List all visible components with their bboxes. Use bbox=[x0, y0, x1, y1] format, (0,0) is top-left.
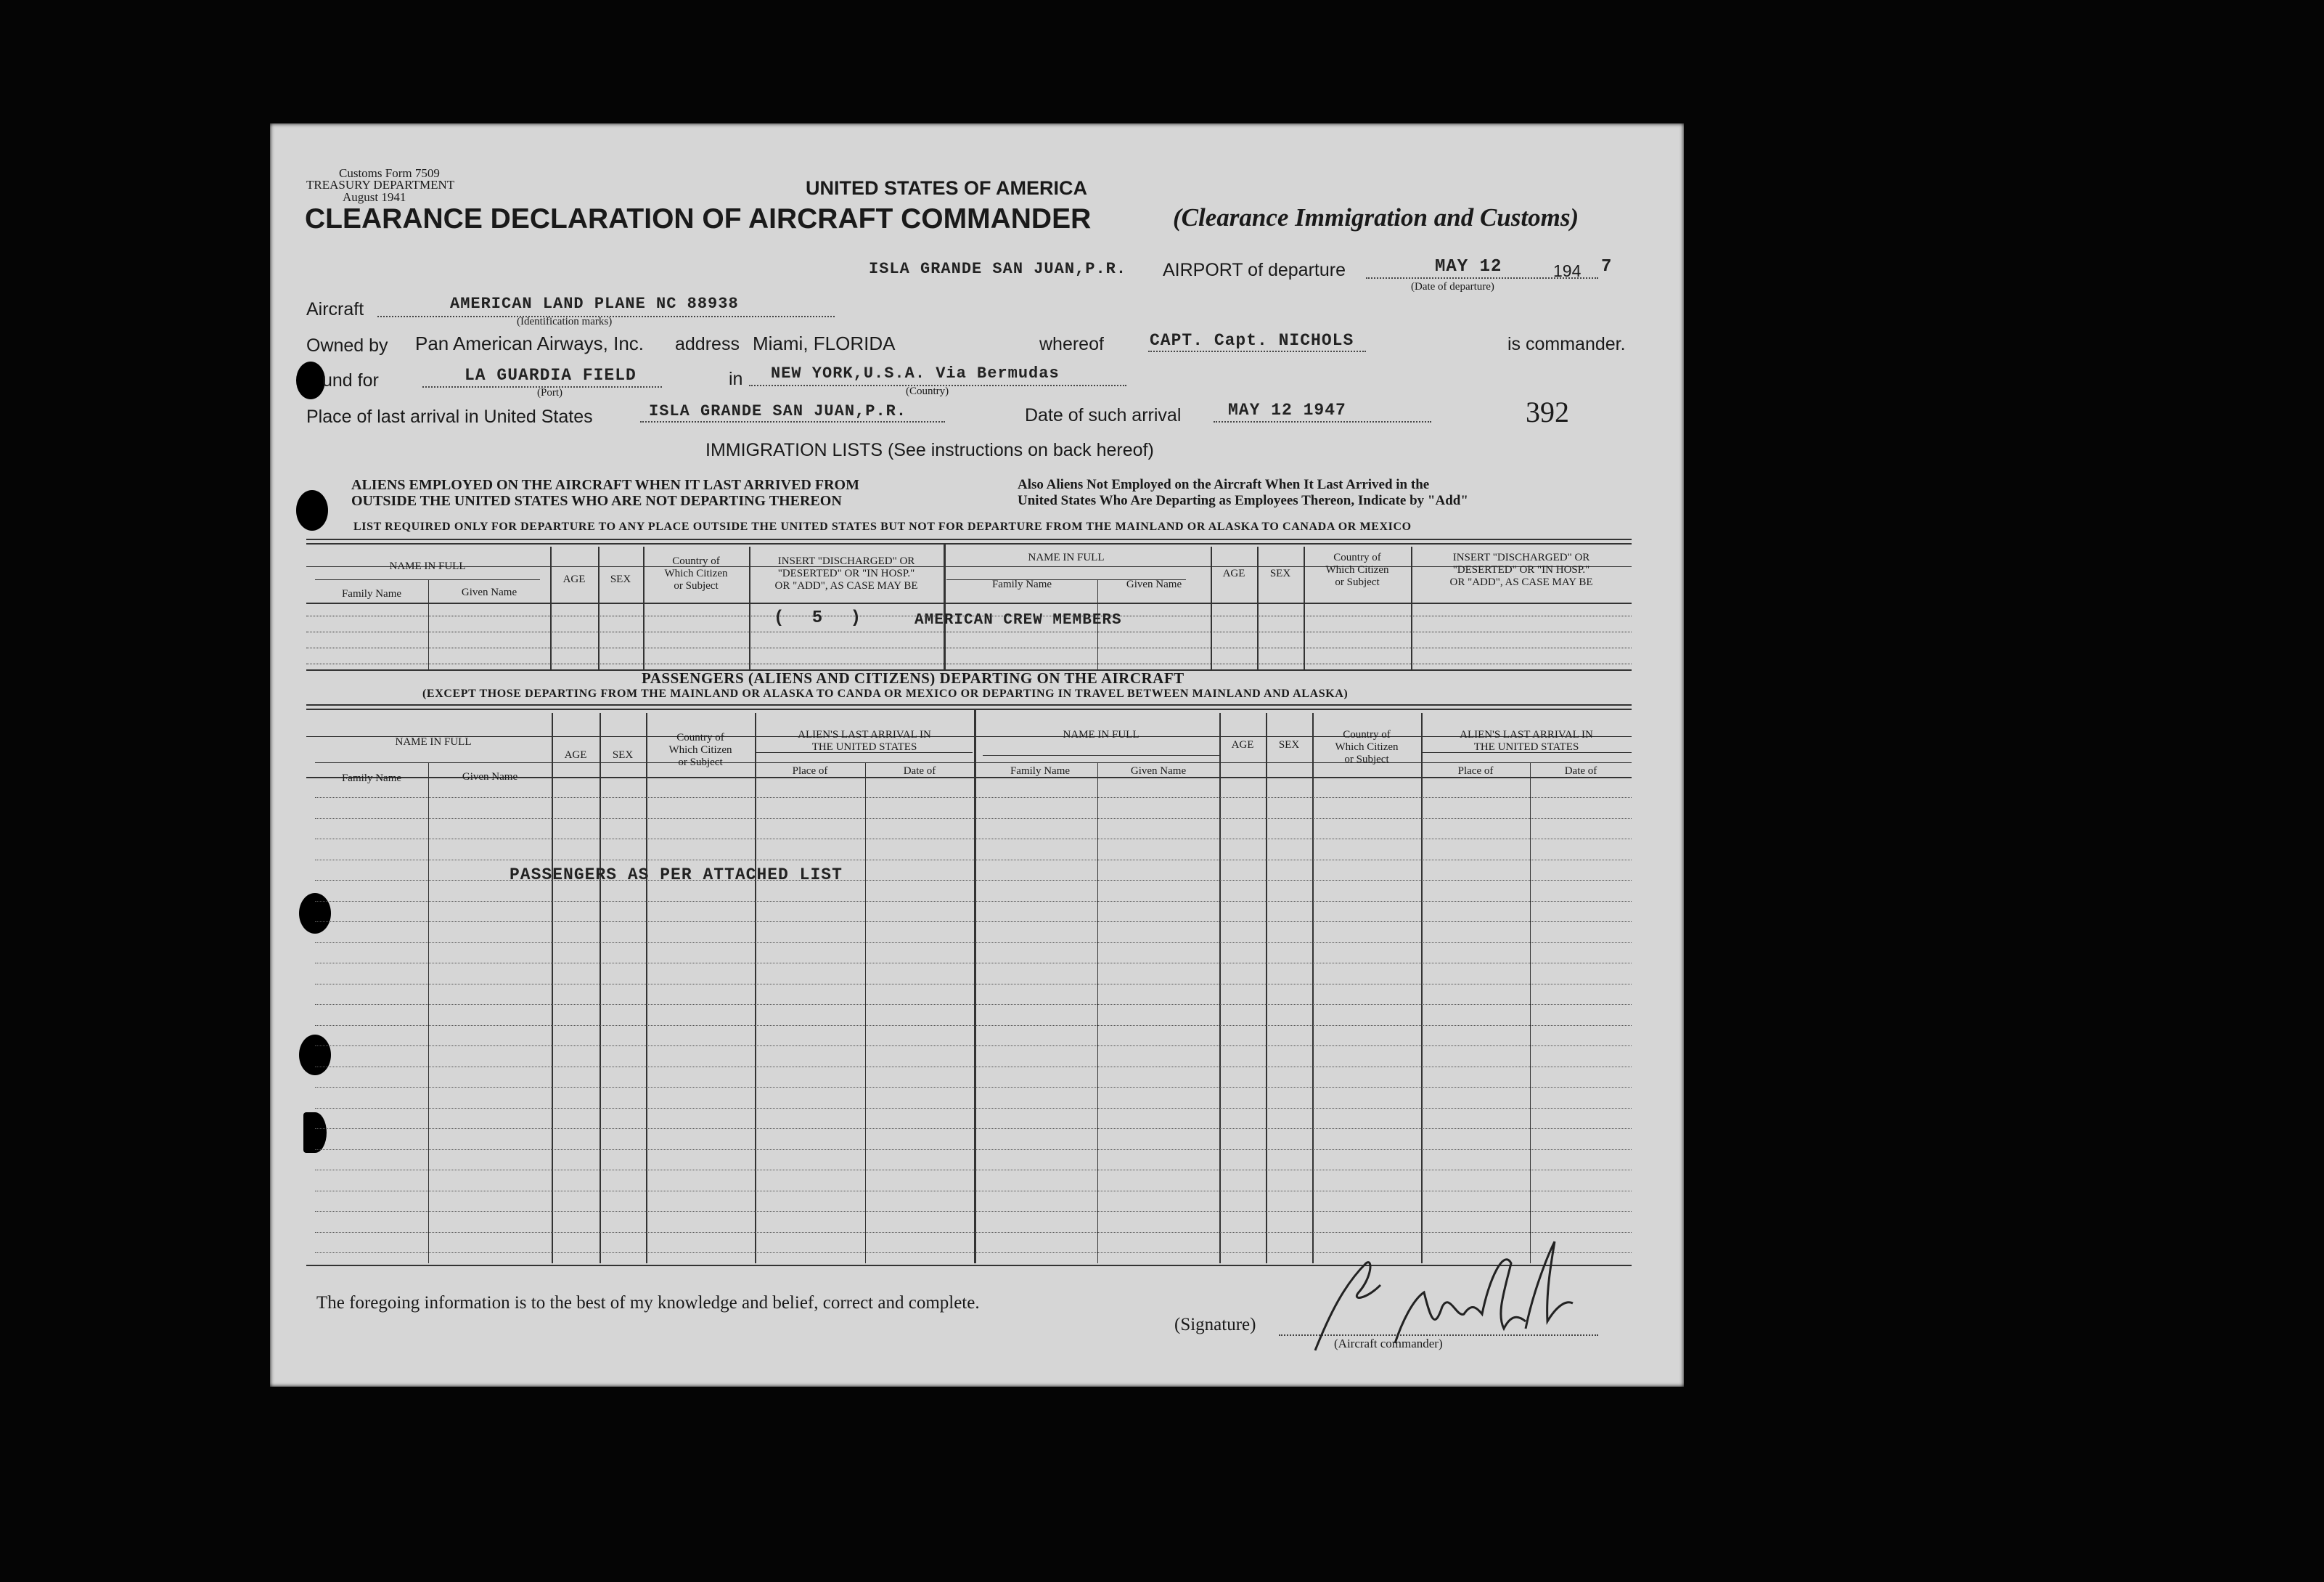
form-title: CLEARANCE DECLARATION OF AIRCRAFT COMMANDER bbox=[305, 203, 1092, 235]
crew-entry: AMERICAN CREW MEMBERS bbox=[915, 612, 1122, 629]
clearance-declaration-form bbox=[270, 123, 1684, 1387]
last-arrival-date-line bbox=[1214, 421, 1431, 423]
rule bbox=[1266, 713, 1267, 1263]
bound-port-caption: (Port) bbox=[537, 387, 562, 399]
imm-given-header-right: Given Name bbox=[1126, 579, 1182, 590]
rule bbox=[646, 713, 647, 1263]
pass-place-header: Place of bbox=[792, 765, 828, 777]
rule bbox=[306, 603, 1632, 604]
pass-family-header-right: Family Name bbox=[1010, 765, 1071, 777]
pass-name-header: NAME IN FULL bbox=[395, 736, 472, 748]
imm-name-header-right: NAME IN FULL bbox=[1028, 552, 1105, 563]
rule bbox=[315, 762, 1632, 763]
pass-country-header-3: or Subject bbox=[678, 757, 723, 768]
last-arrival-date-value: MAY 12 1947 bbox=[1228, 401, 1346, 420]
pass-country-header-right-2: Which Citizen bbox=[1335, 741, 1399, 753]
departure-year-suffix: 7 bbox=[1601, 257, 1613, 277]
crew-count: ( 5 ) bbox=[774, 608, 870, 628]
aircraft-caption: (Identification marks) bbox=[517, 316, 613, 327]
immigration-left-note-1: ALIENS EMPLOYED ON THE AIRCRAFT WHEN IT LAST ARRIVED FROM bbox=[351, 477, 859, 493]
owner-address-value: Miami, FLORIDA bbox=[753, 333, 896, 354]
rule bbox=[598, 547, 600, 669]
last-arrival-line bbox=[640, 421, 945, 423]
punch-hole bbox=[299, 1035, 331, 1075]
pass-arrival-header-right-2: THE UNITED STATES bbox=[1473, 741, 1579, 753]
imm-country-header-right-2: Which Citizen bbox=[1325, 564, 1389, 576]
pass-given-header-right: Given Name bbox=[1130, 765, 1187, 777]
imm-given-header: Given Name bbox=[461, 587, 517, 598]
imm-name-header: NAME IN FULL bbox=[389, 560, 466, 572]
passenger-row-rule bbox=[315, 1232, 1632, 1233]
imm-insert-header-right-3: OR "ADD", AS CASE MAY BE bbox=[1449, 576, 1593, 588]
last-arrival-date-label: Date of such arrival bbox=[1025, 405, 1182, 425]
imm-country-header-right-1: Country of bbox=[1333, 552, 1381, 563]
passenger-row-rule bbox=[315, 1045, 1632, 1046]
departure-date-value: MAY 12 bbox=[1435, 257, 1502, 277]
passenger-row-rule bbox=[315, 921, 1632, 922]
bound-country-caption: (Country) bbox=[906, 386, 949, 397]
signature-label: (Signature) bbox=[1174, 1315, 1256, 1334]
rule bbox=[315, 579, 540, 580]
passenger-row-rule bbox=[315, 1128, 1632, 1129]
passengers-heading: PASSENGERS (ALIENS AND CITIZENS) DEPARTING ON THE AIRCRAFT bbox=[642, 669, 1184, 687]
imm-insert-header-right-2: "DESERTED" OR "IN HOSP." bbox=[1452, 564, 1590, 576]
footer-statement: The foregoing information is to the best of my knowledge and belief, correct and complete. bbox=[316, 1293, 980, 1313]
rule bbox=[865, 762, 866, 1263]
last-arrival-number: 392 bbox=[1526, 396, 1569, 428]
immigration-left-note-2: OUTSIDE THE UNITED STATES WHO ARE NOT DEPARTING THEREON bbox=[351, 493, 842, 509]
rule bbox=[428, 762, 429, 1263]
passenger-row-rule bbox=[315, 901, 1632, 902]
imm-age-header: AGE bbox=[562, 574, 586, 585]
signature-caption: (Aircraft commander) bbox=[1334, 1337, 1443, 1350]
rule bbox=[755, 713, 756, 1263]
rule bbox=[944, 543, 946, 669]
rule bbox=[600, 713, 601, 1263]
rule bbox=[974, 709, 976, 1263]
aircraft-label: Aircraft bbox=[306, 299, 364, 319]
owner-label: Owned by bbox=[306, 335, 388, 356]
punch-hole bbox=[303, 1112, 327, 1153]
rule bbox=[306, 539, 1632, 540]
immigration-right-note-2: United States Who Are Departing as Employees Thereon, Indicate by "Add" bbox=[1018, 493, 1468, 508]
bound-in-label: in bbox=[729, 369, 743, 389]
passenger-row-rule bbox=[315, 942, 1632, 943]
pass-sex-header: SEX bbox=[612, 749, 634, 761]
passenger-row-rule bbox=[315, 797, 1632, 798]
imm-country-header-right-3: or Subject bbox=[1335, 576, 1380, 588]
rule bbox=[306, 543, 1632, 545]
imm-insert-header-3: OR "ADD", AS CASE MAY BE bbox=[774, 580, 918, 592]
last-arrival-label: Place of last arrival in United States bbox=[306, 407, 593, 427]
passenger-row-rule bbox=[315, 1211, 1632, 1212]
imm-family-header: Family Name bbox=[341, 588, 402, 600]
departure-airport-label: AIRPORT of departure bbox=[1163, 260, 1346, 280]
departure-airport-value: ISLA GRANDE SAN JUAN,P.R. bbox=[869, 260, 1127, 278]
imm-age-header-right: AGE bbox=[1222, 568, 1245, 579]
bound-country-value: NEW YORK,U.S.A. Via Bermudas bbox=[771, 364, 1060, 383]
owner-commander-label: is commander. bbox=[1507, 334, 1626, 354]
pass-given-header: Given Name bbox=[462, 771, 518, 783]
pass-arrival-header-right-1: ALIEN'S LAST ARRIVAL IN bbox=[1460, 729, 1593, 741]
owner-address-label: address bbox=[675, 334, 740, 354]
form-date: August 1941 bbox=[343, 190, 406, 204]
imm-sex-header-right: SEX bbox=[1269, 568, 1291, 579]
pass-family-header: Family Name bbox=[341, 772, 402, 784]
pass-place-header-right: Place of bbox=[1457, 765, 1494, 777]
passenger-row-rule bbox=[315, 818, 1632, 819]
form-country: UNITED STATES OF AMERICA bbox=[806, 177, 1087, 199]
pass-date-header-right: Date of bbox=[1564, 765, 1597, 777]
immigration-heading: IMMIGRATION LISTS (See instructions on back hereof) bbox=[705, 440, 1154, 460]
form-number: Customs Form 7509 bbox=[339, 166, 440, 180]
owner-whereof-label: whereof bbox=[1039, 334, 1104, 354]
bound-label: und for bbox=[322, 370, 379, 391]
pass-country-header-right-1: Country of bbox=[1343, 729, 1391, 741]
rule bbox=[1312, 713, 1314, 1263]
passenger-row-rule bbox=[315, 1108, 1632, 1109]
passenger-row-rule bbox=[315, 1087, 1632, 1088]
punch-hole bbox=[296, 362, 325, 399]
rule bbox=[983, 755, 1219, 756]
pass-country-header-1: Country of bbox=[676, 732, 724, 743]
form-subtitle: (Clearance Immigration and Customs) bbox=[1173, 203, 1579, 232]
imm-insert-header-right-1: INSERT "DISCHARGED" OR bbox=[1452, 552, 1590, 563]
last-arrival-value: ISLA GRANDE SAN JUAN,P.R. bbox=[649, 402, 907, 420]
pass-country-header-right-3: or Subject bbox=[1344, 754, 1389, 765]
imm-insert-header-2: "DESERTED" OR "IN HOSP." bbox=[777, 568, 915, 579]
passenger-row-rule bbox=[315, 1004, 1632, 1005]
imm-country-header-3: or Subject bbox=[674, 580, 719, 592]
pass-age-header-right: AGE bbox=[1231, 739, 1254, 751]
rule bbox=[552, 713, 553, 1263]
immigration-list-note: LIST REQUIRED ONLY FOR DEPARTURE TO ANY PLACE OUTSIDE THE UNITED STATES BUT NOT FOR DEPARTURE FROM THE MAINLAND OR ALASKA TO CANADA OR MEXICO bbox=[353, 521, 1412, 533]
departure-date-caption: (Date of departure) bbox=[1411, 281, 1494, 293]
punch-hole bbox=[296, 490, 328, 531]
pass-arrival-header-1: ALIEN'S LAST ARRIVAL IN bbox=[798, 729, 931, 741]
owner-commander-value: CAPT. Capt. NICHOLS bbox=[1150, 331, 1354, 350]
pass-arrival-header-2: THE UNITED STATES bbox=[811, 741, 917, 753]
immigration-right-note-1: Also Aliens Not Employed on the Aircraft When It Last Arrived in the bbox=[1018, 477, 1430, 492]
rule bbox=[1211, 547, 1212, 669]
passengers-entry: PASSENGERS AS PER ATTACHED LIST bbox=[510, 865, 843, 884]
pass-sex-header-right: SEX bbox=[1278, 739, 1300, 751]
pass-country-header-2: Which Citizen bbox=[668, 744, 732, 756]
pass-age-header: AGE bbox=[564, 749, 587, 761]
form-department: TREASURY DEPARTMENT bbox=[306, 178, 455, 192]
passenger-row-rule bbox=[315, 1025, 1632, 1026]
departure-year-prefix: 194 bbox=[1553, 261, 1582, 280]
rule bbox=[550, 547, 552, 669]
pass-date-header: Date of bbox=[903, 765, 936, 777]
passengers-subheading: (EXCEPT THOSE DEPARTING FROM THE MAINLAND OR ALASKA TO CANDA OR MEXICO OR DEPARTING IN TRAVEL BETWEEN MAINLAND AND ALASKA) bbox=[422, 688, 1349, 700]
punch-hole bbox=[299, 893, 331, 934]
rule bbox=[1219, 713, 1221, 1263]
imm-country-header-2: Which Citizen bbox=[664, 568, 728, 579]
commander-line bbox=[1148, 351, 1366, 352]
rule bbox=[306, 709, 1632, 710]
rule bbox=[1530, 762, 1531, 1263]
rule bbox=[306, 704, 1632, 706]
passenger-row-rule bbox=[315, 1149, 1632, 1150]
imm-family-header-right: Family Name bbox=[991, 579, 1052, 590]
aircraft-value: AMERICAN LAND PLANE NC 88938 bbox=[450, 295, 739, 313]
imm-country-header-1: Country of bbox=[672, 555, 720, 567]
rule bbox=[1257, 547, 1259, 669]
pass-name-header-right: NAME IN FULL bbox=[1063, 729, 1140, 741]
owner-value: Pan American Airways, Inc. bbox=[415, 333, 645, 354]
rule bbox=[1097, 762, 1098, 1263]
imm-sex-header: SEX bbox=[610, 574, 631, 585]
rule bbox=[1421, 713, 1423, 1263]
bound-port-value: LA GUARDIA FIELD bbox=[465, 366, 637, 385]
imm-insert-header-1: INSERT "DISCHARGED" OR bbox=[777, 555, 915, 567]
